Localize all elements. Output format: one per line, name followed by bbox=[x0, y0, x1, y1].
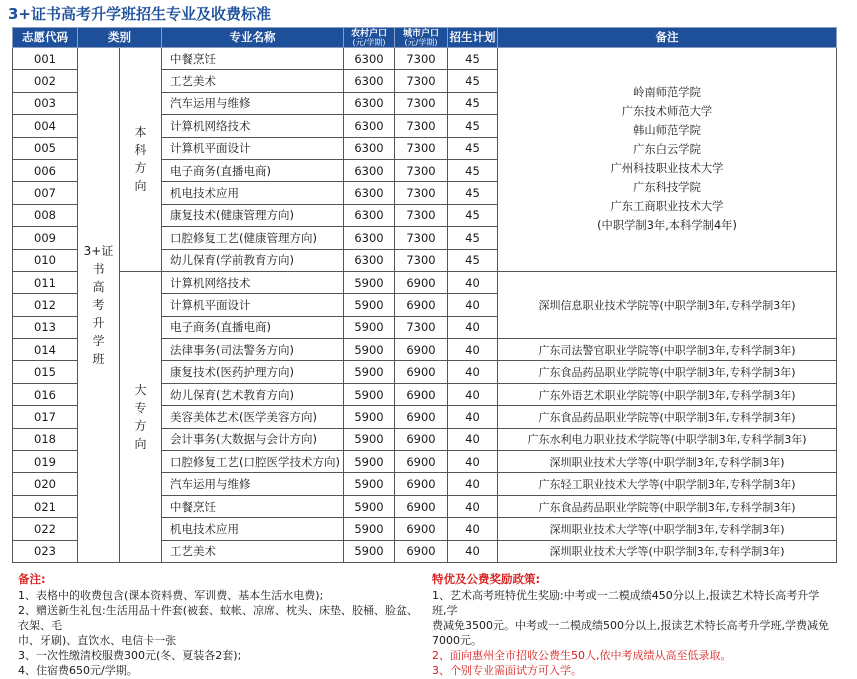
plan-cell: 40 bbox=[448, 451, 498, 473]
code-cell: 020 bbox=[13, 473, 78, 495]
rural-fee-cell: 6300 bbox=[344, 159, 395, 181]
plan-cell: 40 bbox=[448, 361, 498, 383]
urban-fee-cell: 6900 bbox=[395, 473, 448, 495]
urban-fee-cell: 6900 bbox=[395, 294, 448, 316]
urban-fee-cell: 6900 bbox=[395, 339, 448, 361]
plan-cell: 45 bbox=[448, 70, 498, 92]
code-cell: 001 bbox=[13, 48, 78, 70]
major-cell: 会计事务(大数据与会计方向) bbox=[162, 428, 344, 450]
urban-fee-cell: 6900 bbox=[395, 451, 448, 473]
urban-fee-cell: 7300 bbox=[395, 227, 448, 249]
major-cell: 汽车运用与维修 bbox=[162, 92, 344, 114]
major-cell: 工艺美术 bbox=[162, 70, 344, 92]
plan-cell: 45 bbox=[448, 182, 498, 204]
major-cell: 法律事务(司法警务方向) bbox=[162, 339, 344, 361]
header-code: 志愿代码 bbox=[13, 28, 78, 48]
category-undergrad: 本 科 方 向 bbox=[120, 48, 162, 272]
code-cell: 012 bbox=[13, 294, 78, 316]
urban-fee-cell: 6900 bbox=[395, 540, 448, 562]
category-college: 大 专 方 向 bbox=[120, 271, 162, 562]
code-cell: 003 bbox=[13, 92, 78, 114]
policy-line: 1、艺术高考班特优生奖励:中考或一二模成绩450分以上,报读艺术特长高考升学班,学 bbox=[432, 589, 820, 617]
rural-fee-cell: 5900 bbox=[344, 339, 395, 361]
code-cell: 023 bbox=[13, 540, 78, 562]
urban-fee-cell: 7300 bbox=[395, 316, 448, 338]
college-note: 广东司法警官职业学院等(中职学制3年,专科学制3年) bbox=[498, 339, 837, 361]
code-cell: 005 bbox=[13, 137, 78, 159]
code-cell: 002 bbox=[13, 70, 78, 92]
code-cell: 015 bbox=[13, 361, 78, 383]
college-note: 深圳信息职业技术学院等(中职学制3年,专科学制3年) bbox=[498, 271, 837, 338]
major-cell: 机电技术应用 bbox=[162, 182, 344, 204]
code-cell: 009 bbox=[13, 227, 78, 249]
fee-note-line: 巾、牙刷)、直饮水、电信卡一张 bbox=[18, 634, 177, 647]
plan-cell: 45 bbox=[448, 227, 498, 249]
plan-cell: 45 bbox=[448, 249, 498, 271]
major-cell: 幼儿保育(学前教育方向) bbox=[162, 249, 344, 271]
fee-table bbox=[12, 27, 837, 563]
code-cell: 006 bbox=[13, 159, 78, 181]
urban-fee-cell: 7300 bbox=[395, 70, 448, 92]
major-cell: 康复技术(医药护理方向) bbox=[162, 361, 344, 383]
plan-cell: 40 bbox=[448, 383, 498, 405]
college-note: 深圳职业技术大学等(中职学制3年,专科学制3年) bbox=[498, 518, 837, 540]
policy-line-highlight: 3、个别专业需面试方可入学。 bbox=[432, 664, 582, 677]
scholarship-policy bbox=[432, 572, 832, 678]
urban-fee-cell: 7300 bbox=[395, 137, 448, 159]
urban-fee-cell: 6900 bbox=[395, 428, 448, 450]
urban-fee-cell: 6900 bbox=[395, 271, 448, 293]
rural-fee-cell: 5900 bbox=[344, 518, 395, 540]
urban-fee-cell: 6900 bbox=[395, 361, 448, 383]
college-note: 深圳职业技术大学等(中职学制3年,专科学制3年) bbox=[498, 451, 837, 473]
plan-cell: 40 bbox=[448, 428, 498, 450]
code-cell: 022 bbox=[13, 518, 78, 540]
code-cell: 004 bbox=[13, 115, 78, 137]
rural-fee-cell: 6300 bbox=[344, 249, 395, 271]
page-title: 3+证书高考升学班招生专业及收费标准 bbox=[8, 5, 272, 23]
table-row bbox=[13, 48, 837, 70]
plan-cell: 45 bbox=[448, 92, 498, 114]
plan-cell: 40 bbox=[448, 406, 498, 428]
table-row bbox=[13, 271, 837, 293]
major-cell: 计算机平面设计 bbox=[162, 294, 344, 316]
fee-note-line: 1、表格中的收费包含(课本资料费、军训费、基本生活水电费); bbox=[18, 589, 324, 602]
code-cell: 021 bbox=[13, 495, 78, 517]
code-cell: 018 bbox=[13, 428, 78, 450]
rural-fee-cell: 6300 bbox=[344, 70, 395, 92]
college-note: 广东食品药品职业学院等(中职学制3年,专科学制3年) bbox=[498, 495, 837, 517]
rural-fee-cell: 5900 bbox=[344, 406, 395, 428]
code-cell: 008 bbox=[13, 204, 78, 226]
rural-fee-cell: 5900 bbox=[344, 361, 395, 383]
header-major: 专业名称 bbox=[162, 28, 344, 48]
plan-cell: 45 bbox=[448, 204, 498, 226]
header-remarks: 备注 bbox=[498, 28, 837, 48]
policy-line-highlight: 2、面向惠州全市招收公费生50人,依中考成绩从高至低录取。 bbox=[432, 649, 732, 662]
urban-fee-cell: 6900 bbox=[395, 383, 448, 405]
college-note: 广东水利电力职业技术学院等(中职学制3年,专科学制3年) bbox=[498, 428, 837, 450]
rural-fee-cell: 6300 bbox=[344, 227, 395, 249]
policy-line: 费减免3500元。中考或一二模成绩500分以上,报读艺术特长高考升学班,学费减免 bbox=[432, 619, 829, 632]
code-cell: 014 bbox=[13, 339, 78, 361]
rural-fee-cell: 5900 bbox=[344, 540, 395, 562]
college-note: 广东轻工职业技术大学等(中职学制3年,专科学制3年) bbox=[498, 473, 837, 495]
plan-cell: 40 bbox=[448, 294, 498, 316]
rural-fee-cell: 6300 bbox=[344, 204, 395, 226]
college-note: 广东食品药品职业学院等(中职学制3年,专科学制3年) bbox=[498, 406, 837, 428]
major-cell: 口腔修复工艺(健康管理方向) bbox=[162, 227, 344, 249]
urban-fee-cell: 7300 bbox=[395, 115, 448, 137]
header-category: 类别 bbox=[78, 28, 162, 48]
rural-fee-cell: 6300 bbox=[344, 182, 395, 204]
urban-fee-cell: 7300 bbox=[395, 182, 448, 204]
fee-notes bbox=[18, 572, 418, 678]
plan-cell: 40 bbox=[448, 339, 498, 361]
code-cell: 010 bbox=[13, 249, 78, 271]
policy-line: 7000元。 bbox=[432, 634, 482, 647]
plan-cell: 45 bbox=[448, 115, 498, 137]
table-header-row bbox=[13, 28, 837, 48]
plan-cell: 40 bbox=[448, 473, 498, 495]
code-cell: 013 bbox=[13, 316, 78, 338]
plan-cell: 40 bbox=[448, 495, 498, 517]
code-cell: 016 bbox=[13, 383, 78, 405]
header-urban: 城市户口 (元/学期) bbox=[395, 28, 448, 48]
urban-fee-cell: 7300 bbox=[395, 204, 448, 226]
urban-fee-cell: 7300 bbox=[395, 48, 448, 70]
code-cell: 017 bbox=[13, 406, 78, 428]
fee-note-line: 2、赠送新生礼包:生活用品十件套(被套、蚊帐、凉席、枕头、床垫、胶桶、脸盆、衣架、毛 bbox=[18, 604, 418, 632]
major-cell: 计算机网络技术 bbox=[162, 271, 344, 293]
college-note: 广东食品药品职业学院等(中职学制3年,专科学制3年) bbox=[498, 361, 837, 383]
urban-fee-cell: 7300 bbox=[395, 92, 448, 114]
plan-cell: 40 bbox=[448, 540, 498, 562]
undergrad-note: 岭南师范学院 广东技术师范大学 韩山师范学院 广东白云学院 广州科技职业技术大学 广东科技学院 广东工商职业技术大学 (中职学制3年,本科学制4年) bbox=[498, 48, 837, 272]
major-cell: 中餐烹饪 bbox=[162, 495, 344, 517]
urban-fee-cell: 6900 bbox=[395, 406, 448, 428]
urban-fee-cell: 7300 bbox=[395, 249, 448, 271]
rural-fee-cell: 6300 bbox=[344, 137, 395, 159]
rural-fee-cell: 5900 bbox=[344, 451, 395, 473]
code-cell: 019 bbox=[13, 451, 78, 473]
scholarship-policy-title: 特优及公费奖励政策: bbox=[432, 572, 541, 586]
plan-cell: 45 bbox=[448, 159, 498, 181]
rural-fee-cell: 6300 bbox=[344, 92, 395, 114]
major-cell: 计算机平面设计 bbox=[162, 137, 344, 159]
plan-cell: 45 bbox=[448, 137, 498, 159]
plan-cell: 45 bbox=[448, 48, 498, 70]
major-cell: 幼儿保育(艺术教育方向) bbox=[162, 383, 344, 405]
plan-cell: 40 bbox=[448, 316, 498, 338]
rural-fee-cell: 6300 bbox=[344, 115, 395, 137]
plan-cell: 40 bbox=[448, 271, 498, 293]
urban-fee-cell: 6900 bbox=[395, 495, 448, 517]
fee-note-line: 4、住宿费650元/学期。 bbox=[18, 664, 138, 677]
code-cell: 011 bbox=[13, 271, 78, 293]
fee-note-line: 3、一次性缴清校服费300元(冬、夏装各2套); bbox=[18, 649, 242, 662]
major-cell: 美容美体艺术(医学美容方向) bbox=[162, 406, 344, 428]
major-cell: 工艺美术 bbox=[162, 540, 344, 562]
major-cell: 电子商务(直播电商) bbox=[162, 159, 344, 181]
category-main: 3+证书 高 考 升 学 班 bbox=[78, 48, 120, 563]
rural-fee-cell: 5900 bbox=[344, 495, 395, 517]
urban-fee-cell: 6900 bbox=[395, 518, 448, 540]
major-cell: 口腔修复工艺(口腔医学技术方向) bbox=[162, 451, 344, 473]
college-note: 深圳职业技术大学等(中职学制3年,专科学制3年) bbox=[498, 540, 837, 562]
rural-fee-cell: 5900 bbox=[344, 294, 395, 316]
plan-cell: 40 bbox=[448, 518, 498, 540]
header-plan: 招生计划 bbox=[448, 28, 498, 48]
rural-fee-cell: 6300 bbox=[344, 48, 395, 70]
rural-fee-cell: 5900 bbox=[344, 271, 395, 293]
major-cell: 康复技术(健康管理方向) bbox=[162, 204, 344, 226]
fee-notes-title: 备注: bbox=[18, 572, 46, 586]
rural-fee-cell: 5900 bbox=[344, 473, 395, 495]
major-cell: 中餐烹饪 bbox=[162, 48, 344, 70]
rural-fee-cell: 5900 bbox=[344, 428, 395, 450]
major-cell: 计算机网络技术 bbox=[162, 115, 344, 137]
college-note: 广东外语艺术职业学院等(中职学制3年,专科学制3年) bbox=[498, 383, 837, 405]
rural-fee-cell: 5900 bbox=[344, 383, 395, 405]
rural-fee-cell: 5900 bbox=[344, 316, 395, 338]
major-cell: 机电技术应用 bbox=[162, 518, 344, 540]
major-cell: 汽车运用与维修 bbox=[162, 473, 344, 495]
code-cell: 007 bbox=[13, 182, 78, 204]
major-cell: 电子商务(直播电商) bbox=[162, 316, 344, 338]
urban-fee-cell: 7300 bbox=[395, 159, 448, 181]
header-rural: 农村户口 (元/学期) bbox=[344, 28, 395, 48]
